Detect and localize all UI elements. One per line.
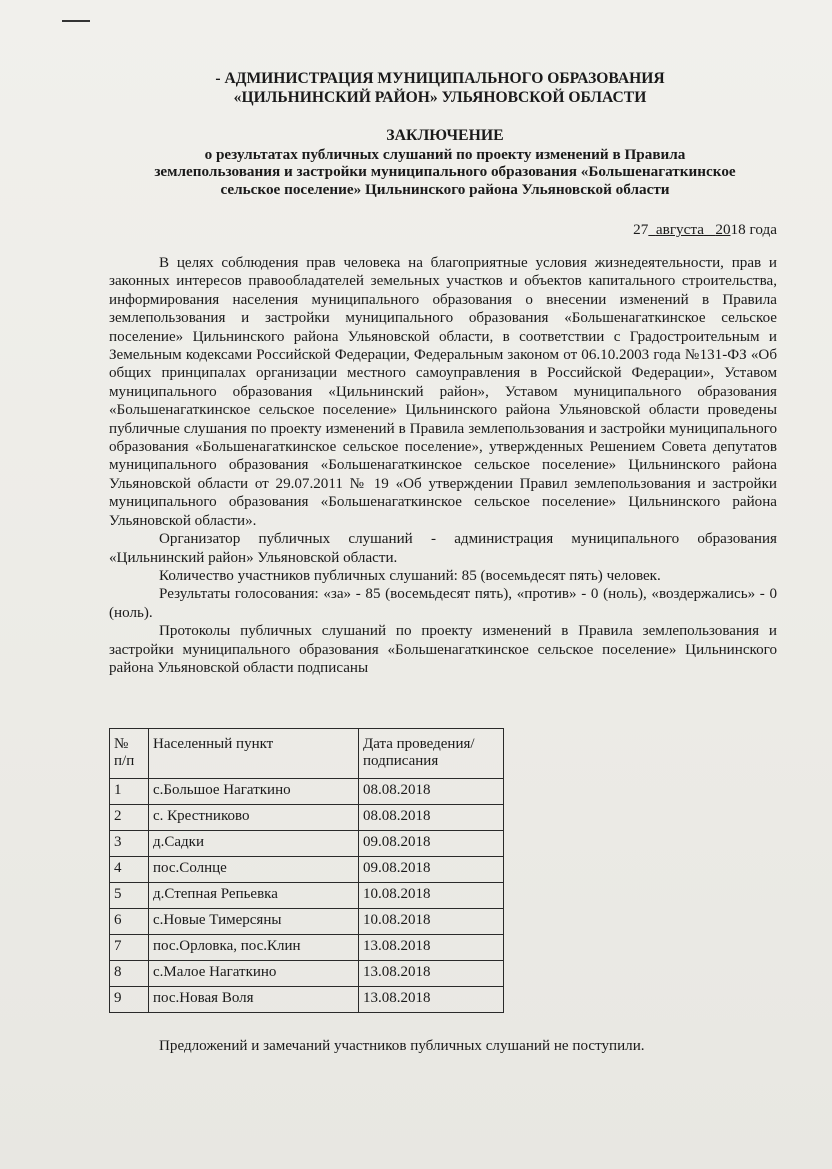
corner-mark [62, 20, 90, 22]
table-cell-number: 4 [110, 857, 149, 883]
table-header-date: Дата проведения/ подписания [359, 729, 504, 779]
table-cell-settlement: с. Крестниково [149, 805, 359, 831]
table-row [110, 987, 504, 1013]
header-line-1: - АДМИНИСТРАЦИЯ МУНИЦИПАЛЬНОГО ОБРАЗОВАНИЯ [215, 70, 665, 87]
table-cell-settlement: с.Малое Нагаткино [149, 961, 359, 987]
table-cell-number: 9 [110, 987, 149, 1013]
table-cell-number: 1 [110, 779, 149, 805]
document-title-block [110, 127, 780, 198]
table-row [110, 935, 504, 961]
paragraph-participants: Количество участников публичных слушаний: 85 (восемьдесят пять) человек. [159, 567, 661, 584]
table-header-settlement: Населенный пункт [149, 729, 359, 779]
table-row [110, 805, 504, 831]
table-cell-date: 10.08.2018 [359, 883, 504, 909]
document-body [109, 254, 777, 677]
title-subline-3: сельское поселение» Цильнинского района Ульяновской области [220, 180, 670, 198]
date-suffix: года [745, 221, 777, 238]
table-cell-settlement: с.Новые Тимерсяны [149, 909, 359, 935]
table-cell-date: 09.08.2018 [359, 857, 504, 883]
table-cell-number: 8 [110, 961, 149, 987]
table-cell-settlement: пос.Новая Воля [149, 987, 359, 1013]
paragraph-intro: В целях соблюдения прав человека на благоприятные условия жизнедеятельности, прав и законных интересов правообладателей земельных участков и объектов капитального строительства, информирования населения муниципального образования о внесении изменений в Правила землепользования и застройки муниципального образования «Большенагаткинское сельское поселение» Цильнинского района Ульяновской области, в соответствии с Градостроительным и Земельным кодексами Российской Федерации, Федеральным законом от 06.10.2003 года №131-ФЗ «Об общих принципалах организации местного самоуправления в Российской Федерации», Уставом муниципального образования «Цильнинский район», Уставом муниципального образования «Большенагаткинское сельское поселение» Цильнинского района Ульяновской области проведены публичные слушания по проекту изменений в Правила землепользования и застройки муниципального образования «Большенагаткинское сельское поселение», утвержденных Решением Совета депутатов муниципального образования «Большенагаткинское сельское поселение» Цильнинского района Ульяновской области от 29.07.2011 № 19 «Об утверждении Правил землепользования и застройки муниципального образования «Большенагаткинское сельское поселение» Цильнинского района Ульяновской области». [109, 255, 777, 529]
table-cell-settlement: с.Большое Нагаткино [149, 779, 359, 805]
table-cell-number: 6 [110, 909, 149, 935]
table-cell-number: 7 [110, 935, 149, 961]
document-header [110, 69, 770, 107]
title-subline-1: о результатах публичных слушаний по проекту изменений в Правила [204, 145, 686, 163]
document-title: ЗАКЛЮЧЕНИЕ [386, 127, 504, 144]
date-day: 27 [633, 221, 649, 238]
date-month-underline [648, 221, 730, 238]
table-row [110, 883, 504, 909]
paragraph-voting: Результаты голосования: «за» - 85 (восемьдесят пять), «против» - 0 (ноль), «воздержались» - 0 (ноль). [109, 586, 777, 621]
table-cell-number: 3 [110, 831, 149, 857]
table-cell-date: 09.08.2018 [359, 831, 504, 857]
table-cell-date: 10.08.2018 [359, 909, 504, 935]
table-row [110, 779, 504, 805]
table-row [110, 831, 504, 857]
table-cell-settlement: пос.Солнце [149, 857, 359, 883]
table-header-number: № п/п [110, 729, 149, 779]
table-row [110, 909, 504, 935]
date-year-suffix: 18 [730, 221, 746, 238]
table-row [110, 857, 504, 883]
table-cell-date: 13.08.2018 [359, 935, 504, 961]
hearings-table [109, 728, 504, 1013]
closing-statement: Предложений и замечаний участников публичных слушаний не поступили. [159, 1038, 645, 1054]
table-cell-settlement: пос.Орловка, пос.Клин [149, 935, 359, 961]
table-row [110, 961, 504, 987]
header-line-2: «ЦИЛЬНИНСКИЙ РАЙОН» УЛЬЯНОВСКОЙ ОБЛАСТИ [233, 89, 647, 106]
table-cell-date: 13.08.2018 [359, 961, 504, 987]
table-cell-settlement: д.Садки [149, 831, 359, 857]
table-cell-settlement: д.Степная Репьевка [149, 883, 359, 909]
paragraph-organizer: Организатор публичных слушаний - администрация муниципального образования «Цильнинский район» Ульяновской области. [109, 531, 777, 566]
table-cell-date: 08.08.2018 [359, 805, 504, 831]
paragraph-protocols: Протоколы публичных слушаний по проекту изменений в Правила землепользования и застройки муниципального образования «Большенагаткинское сельское поселение» Цильнинского района Ульяновской области подписаны [109, 623, 777, 676]
date-year-prefix: 20 [715, 221, 731, 238]
table-cell-date: 08.08.2018 [359, 779, 504, 805]
document-date [633, 221, 777, 239]
table-cell-date: 13.08.2018 [359, 987, 504, 1013]
table-header-row [110, 729, 504, 779]
table-cell-number: 5 [110, 883, 149, 909]
table-cell-number: 2 [110, 805, 149, 831]
title-subline-2: землепользования и застройки муниципального образования «Большенагаткинское [154, 163, 736, 180]
date-month: августа [655, 221, 704, 238]
